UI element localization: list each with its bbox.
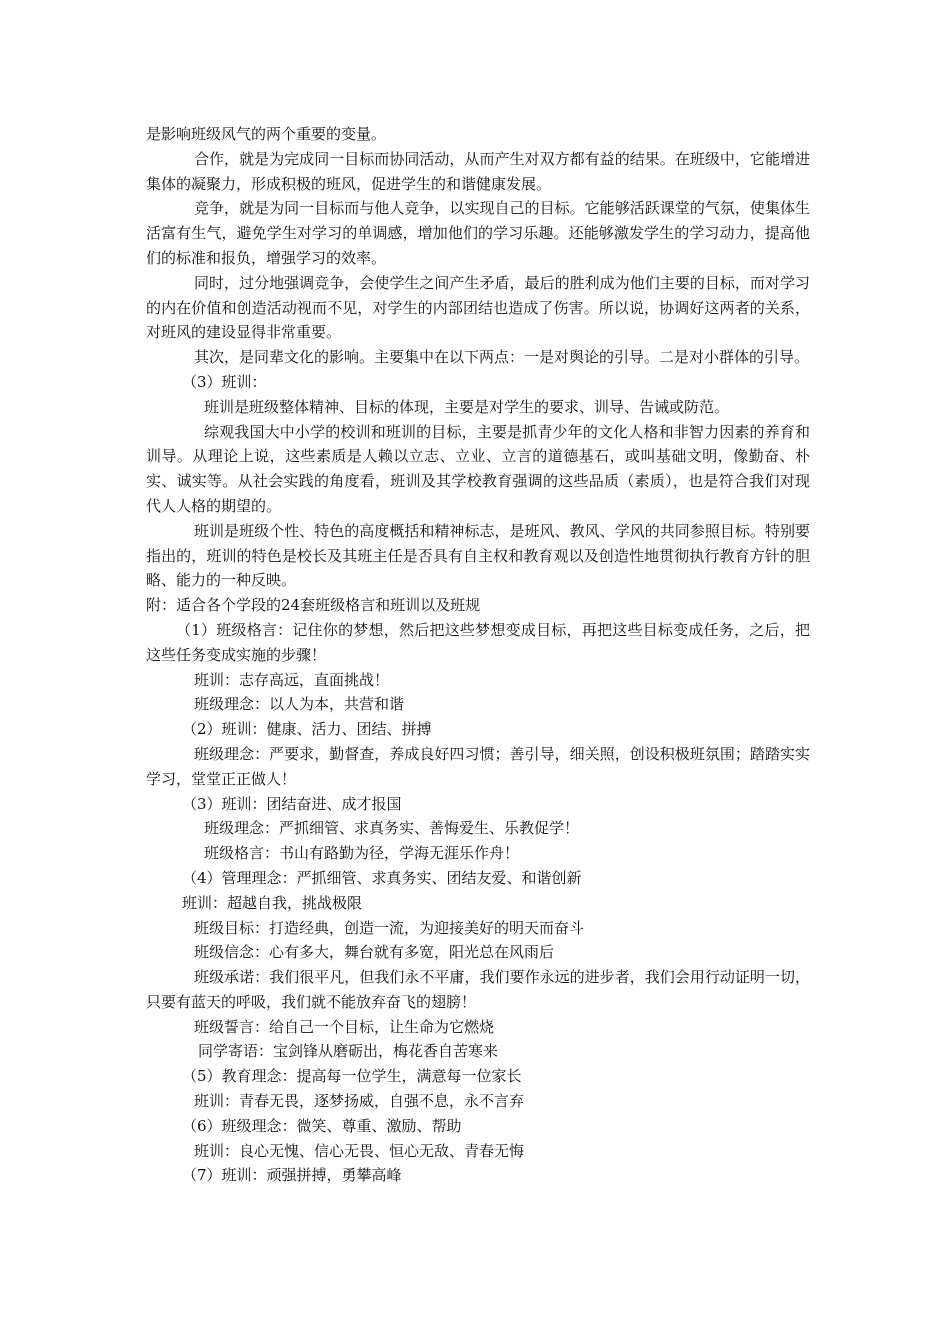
paragraph: 同学寄语：宝剑锋从磨砺出，梅花香自苦寒来: [198, 1042, 499, 1061]
paragraph: （5）教育理念：提高每一位学生，满意每一位家长: [182, 1067, 522, 1086]
paragraph: 班训：青春无畏，逐梦扬威，自强不息，永不言弃: [194, 1092, 525, 1111]
paragraph: （3）班训：团结奋进、成才报国: [182, 794, 402, 813]
paragraph: 班级理念：严要求，勤督查，养成良好四习惯；善引导，细关照，创设积极班氛围；踏踏实实学习，堂堂正正做人！: [146, 744, 810, 788]
paragraph: （1）班级格言：记住你的梦想，然后把这些梦想变成目标，再把这些目标变成任务，之后，把这些任务变成实施的步骤！: [146, 620, 810, 664]
paragraph: 班训：志存高远，直面挑战！: [194, 670, 390, 689]
paragraph: 是影响班级风气的两个重要的变量。: [146, 125, 387, 143]
paragraph: （4）管理理念：严抓细管、求真务实、团结友爱、和谐创新: [182, 868, 582, 887]
paragraph: 班训：超越自我，挑战极限: [182, 893, 363, 912]
paragraph: 班级格言：书山有路勤为径，学海无涯乐作舟！: [204, 844, 520, 863]
document-body: [146, 122, 810, 1188]
paragraph: 其次，是同辈文化的影响。主要集中在以下两点：一是对舆论的引导。二是对小群体的引导。: [194, 348, 810, 367]
paragraph: （7）班训：顽强拼搏，勇攀高峰: [182, 1166, 402, 1185]
paragraph: 综观我国大中小学的校训和班训的目标，主要是抓青少年的文化人格和非智力因素的养育和训导。从理论上说，这些素质是人赖以立志、立业、立言的道德基石，或叫基础文明，像勤奋、朴实、诚实等。从社会实践的角度看，班训及其学校教育强调的这些品质（素质），也是符合我们对现代人人格的期望的。: [146, 422, 810, 515]
paragraph: 班级理念：严抓细管、求真务实、善悔爱生、乐教促学！: [204, 819, 580, 838]
paragraph: 班级承诺：我们很平凡，但我们永不平庸，我们要作永远的进步者，我们会用行动证明一切，只要有蓝天的呼吸，我们就不能放弃奋飞的翅膀！: [146, 968, 810, 1011]
paragraph: 附：适合各个学段的24套班级格言和班训以及班规: [146, 596, 481, 615]
paragraph: （3）班训：: [182, 372, 267, 391]
paragraph: （2）班训：健康、活力、团结、拼搏: [182, 720, 432, 739]
paragraph: 竞争，就是为同一目标而与他人竞争，以实现自己的目标。它能够活跃课堂的气氛，使集体生活富有生气，避免学生对学习的单调感，增加他们的学习乐趣。还能够激发学生的学习动力，提高他们的标准和报负，增强学习的效率。: [146, 199, 810, 267]
paragraph: 班级信念：心有多大，舞台就有多宽，阳光总在风雨后: [194, 943, 555, 962]
paragraph: 同时，过分地强调竞争，会使学生之间产生矛盾，最后的胜利成为他们主要的目标，而对学习的内在价值和创造活动视而不见，对学生的内部团结也造成了伤害。所以说，协调好这两者的关系，对班风的建设显得非常重要。: [146, 273, 810, 342]
paragraph: 班级誓言：给自己一个目标，让生命为它燃烧: [194, 1017, 495, 1036]
paragraph: （6）班级理念：微笑、尊重、激励、帮助: [182, 1116, 462, 1135]
paragraph: 班训是班级整体精神、目标的体现，主要是对学生的要求、训导、告诫或防范。: [204, 397, 730, 416]
paragraph: 合作，就是为完成同一目标而协同活动，从而产生对双方都有益的结果。在班级中，它能增进集体的凝聚力，形成积极的班风，促进学生的和谐健康发展。: [146, 149, 810, 193]
paragraph: 班级理念：以人为本，共营和谐: [194, 695, 405, 714]
paragraph: 班级目标：打造经典，创造一流，为迎接美好的明天而奋斗: [194, 918, 585, 937]
paragraph: 班训：良心无愧、信心无畏、恒心无敌、青春无悔: [194, 1141, 525, 1160]
paragraph: 班训是班级个性、特色的高度概括和精神标志，是班风、教风、学风的共同参照目标。特别要指出的，班训的特色是校长及其班主任是否具有自主权和教育观以及创造性地贯彻执行教育方针的胆略、能力的一种反映。: [146, 521, 810, 590]
